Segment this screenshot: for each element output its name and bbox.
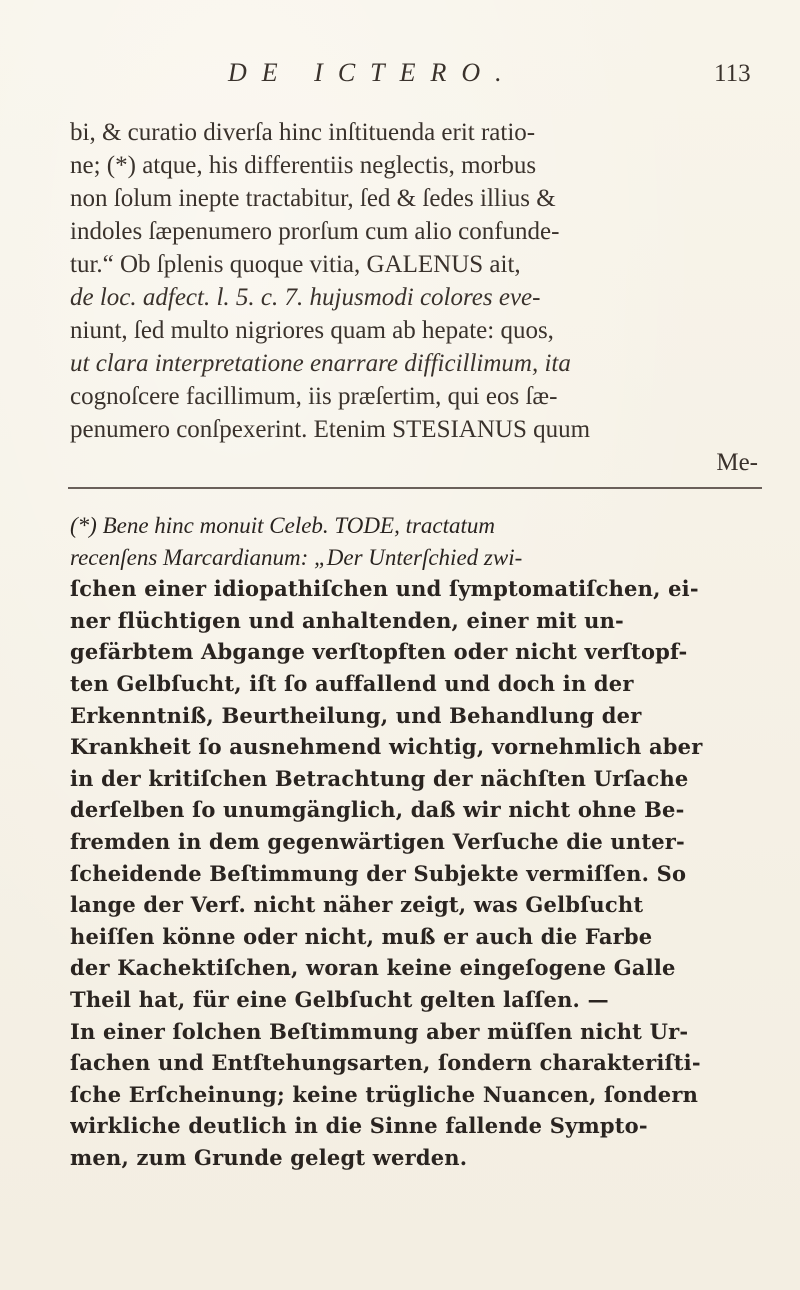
footnote-line: derſelben ſo unumgänglich, daß wir nicht ohne Be- bbox=[70, 797, 685, 823]
page-header bbox=[0, 58, 800, 98]
main-text-line: penumero conſpexerint. Etenim STESIANUS quum bbox=[70, 416, 591, 443]
footnote bbox=[70, 510, 760, 1173]
main-text-line: ut clara interpretatione enarrare difficillimum, ita bbox=[70, 350, 571, 377]
footnote-line: in der kritiſchen Betrachtung der nächſten Urſache bbox=[70, 765, 689, 791]
catchword: Me- bbox=[716, 449, 758, 476]
footnote-line: In einer ſolchen Beſtimmung aber müſſen nicht Ur- bbox=[70, 1018, 689, 1044]
footnote-line: recenſens Marcardianum: „Der Unterſchied zwi- bbox=[70, 544, 523, 570]
footnote-line: men, zum Grunde gelegt werden. bbox=[70, 1144, 468, 1170]
footnote-line: Erkenntniß, Beurtheilung, und Behandlung der bbox=[70, 702, 642, 728]
footnote-line: ten Gelbſucht, iſt ſo auffallend und doch in der bbox=[70, 670, 634, 696]
footnote-line: wirkliche deutlich in die Sinne fallende Sympto- bbox=[70, 1113, 648, 1139]
main-text-line: ne; (*) atque, his differentiis neglectis, morbus bbox=[70, 152, 537, 179]
footnote-line: gefärbtem Abgange verſtopften oder nicht verſtopf- bbox=[70, 639, 688, 665]
main-text-line: cognoſcere facillimum, iis præſertim, qui eos ſæ- bbox=[70, 383, 558, 410]
page-number: 113 bbox=[714, 60, 751, 87]
main-text-line: tur.“ Ob ſplenis quoque vitia, GALENUS ait, bbox=[70, 251, 521, 278]
footnote-line: Theil hat, für eine Gelbſucht gelten laſſen. — bbox=[70, 986, 609, 1012]
footnote-line: der Kachektiſchen, woran keine eingeſogene Galle bbox=[70, 955, 676, 981]
main-text-line: de loc. adfect. l. 5. c. 7. hujusmodi colores eve- bbox=[70, 284, 541, 311]
footnote-line: heiſſen könne oder nicht, muß er auch die Farbe bbox=[70, 923, 653, 949]
footnote-line: Krankheit ſo ausnehmend wichtig, vornehmlich aber bbox=[70, 734, 703, 760]
main-text-line: non ſolum inepte tractabitur, ſed & ſedes illius & bbox=[70, 185, 556, 212]
running-head: DE ICTERO. bbox=[228, 58, 517, 87]
footnote-line: ſche Erſcheinung; keine trügliche Nuancen, ſondern bbox=[70, 1081, 699, 1107]
footnote-line: ſchen einer idiopathiſchen und ſymptomatiſchen, ei- bbox=[70, 576, 699, 602]
footnote-line: ſachen und Entſtehungsarten, ſondern charakteriſti- bbox=[70, 1050, 701, 1076]
footnote-separator-rule bbox=[68, 487, 762, 489]
footnote-line: ſcheidende Beſtimmung der Subjekte vermiſſen. So bbox=[70, 860, 687, 886]
main-text-line: niunt, ſed multo nigriores quam ab hepate: quos, bbox=[70, 317, 554, 344]
footnote-line: fremden in dem gegenwärtigen Verſuche die unter- bbox=[70, 828, 685, 854]
main-text-line: bi, & curatio diverſa hinc inſtituenda erit ratio- bbox=[70, 119, 536, 146]
main-text-line: indoles ſæpenumero prorſum cum alio confunde- bbox=[70, 218, 560, 245]
footnote-line: lange der Verf. nicht näher zeigt, was Gelbſucht bbox=[70, 892, 644, 918]
footnote-line: ner flüchtigen und anhaltenden, einer mit un- bbox=[70, 607, 624, 633]
main-text bbox=[70, 116, 760, 479]
footnote-line: (*) Bene hinc monuit Celeb. TODE, tractatum bbox=[70, 513, 496, 538]
